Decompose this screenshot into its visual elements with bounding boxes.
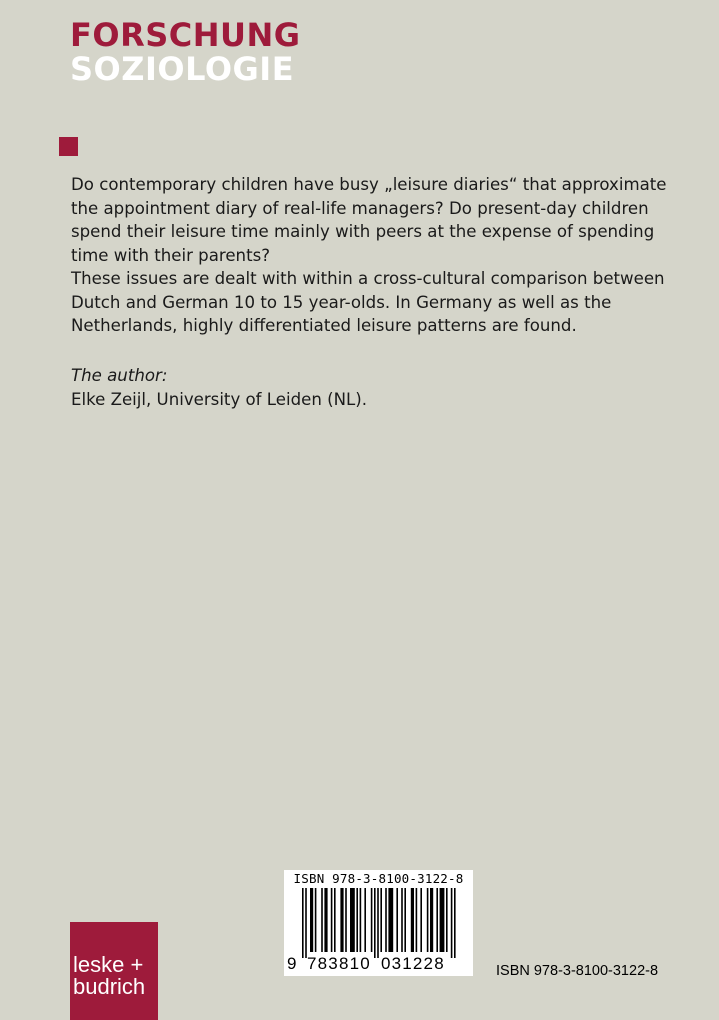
barcode-bar	[340, 888, 343, 952]
barcode-digit-first: 9	[287, 954, 297, 973]
author-text: Elke Zeijl, University of Leiden (NL).	[71, 389, 367, 409]
barcode-bar	[427, 888, 429, 952]
barcode-bar	[350, 888, 355, 952]
barcode-digits	[287, 954, 470, 974]
barcode-bar	[331, 888, 333, 952]
barcode-bar	[324, 888, 327, 952]
barcode-bar	[440, 888, 445, 952]
barcode-bar	[345, 888, 347, 952]
barcode-bar	[356, 888, 358, 952]
publisher-logo-line2: budrich	[73, 974, 146, 999]
barcode-bar	[305, 888, 307, 958]
barcode-bar	[401, 888, 403, 952]
barcode-bar	[446, 888, 448, 952]
barcode-bar	[385, 888, 387, 952]
barcode-bar	[416, 888, 418, 952]
barcode-digit-group-1: 783810	[307, 954, 371, 973]
series-title-line1: FORSCHUNG	[70, 16, 301, 54]
publisher-logo-line1: leske +	[73, 952, 144, 977]
barcode-bar	[404, 888, 406, 952]
blurb-text	[71, 173, 671, 338]
author-label: The author:	[71, 366, 168, 385]
blurb-paragraph-1: Do contemporary children have busy „leisure diaries“ that approximate the appointment diary of real-life managers? Do present-day children spend their leisure time mainly with peers at the expense of spending time with their parents?	[71, 175, 667, 265]
barcode-bar	[315, 888, 317, 952]
series-title	[70, 18, 301, 86]
blurb-paragraph-2: These issues are dealt with within a cross-cultural comparison between Dutch and German 10 to 15 year-olds. In Germany as well as the Netherlands, highly differentiated leisure patterns are found.	[71, 269, 665, 335]
barcode-bar	[321, 888, 323, 952]
barcode-bar	[388, 888, 393, 952]
barcode-bar	[360, 888, 362, 952]
publisher-logo	[70, 922, 158, 1020]
barcode-bar	[302, 888, 304, 958]
barcode-bar	[374, 888, 376, 958]
barcode-bar	[420, 888, 422, 952]
barcode-bar	[377, 888, 379, 958]
barcode-bar	[371, 888, 373, 952]
decorative-square-icon	[59, 137, 78, 156]
barcode-bar	[430, 888, 433, 952]
barcode-bar	[364, 888, 366, 952]
barcode-bar	[334, 888, 336, 952]
barcode-bar	[310, 888, 313, 952]
barcode	[284, 870, 473, 976]
isbn-text: ISBN 978-3-8100-3122-8	[496, 963, 659, 979]
barcode-digit-group-2: 031228	[380, 954, 445, 973]
author-block	[71, 364, 367, 411]
barcode-bar	[451, 888, 453, 958]
barcode-bar	[380, 888, 382, 952]
barcode-bar	[436, 888, 438, 952]
series-title-line2: SOZIOLOGIE	[70, 50, 295, 88]
barcode-bar	[454, 888, 456, 958]
barcode-bar	[396, 888, 398, 952]
barcode-bar	[411, 888, 414, 952]
barcode-isbn-text: ISBN 978-3-8100-3122-8	[293, 871, 464, 886]
